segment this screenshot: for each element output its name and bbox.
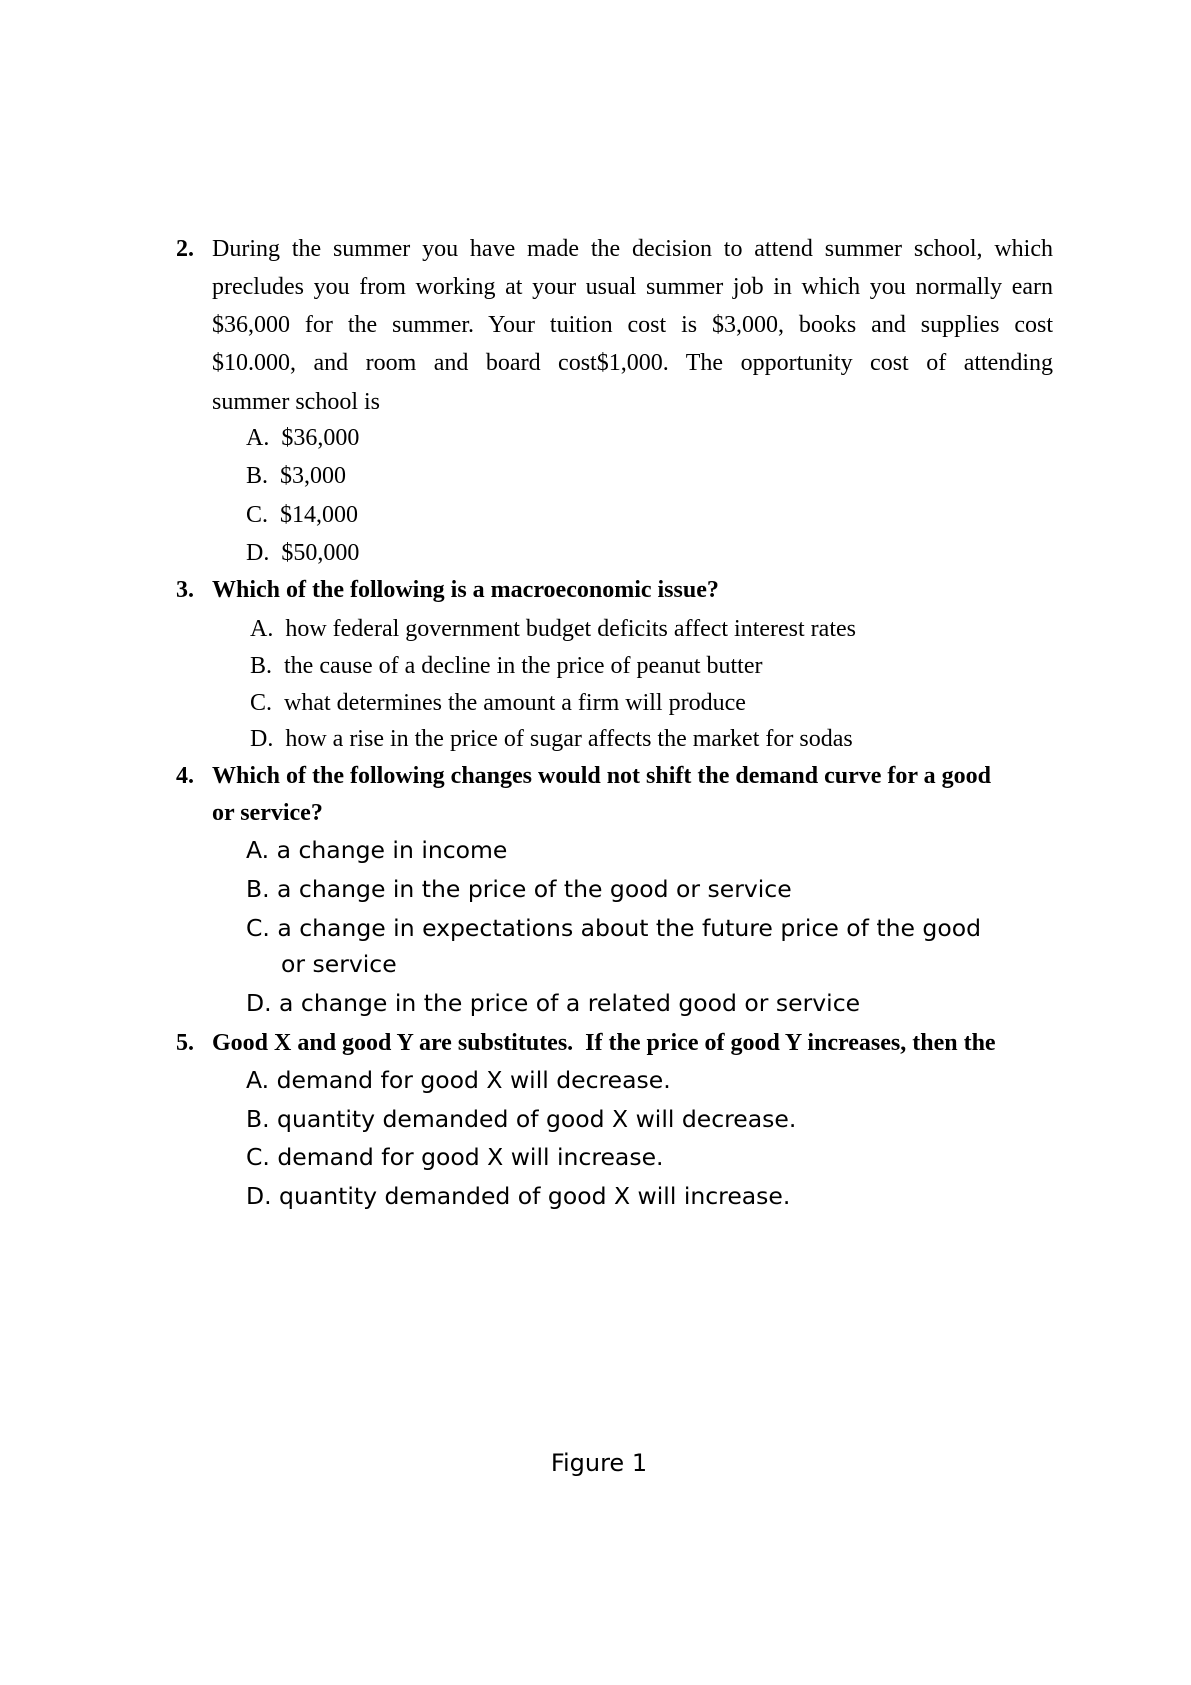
answer-option-a: A. $36,000 bbox=[246, 425, 360, 451]
question-number: 2. bbox=[176, 236, 194, 262]
answer-option-b: B. the cause of a decline in the price of peanut butter bbox=[250, 653, 763, 679]
question-text-line: Which of the following changes would not shift the demand curve for a good bbox=[212, 763, 991, 789]
question-number: 3. bbox=[176, 577, 194, 603]
answer-option-d: D. a change in the price of a related good or service bbox=[246, 989, 861, 1017]
answer-option-b: B. a change in the price of the good or service bbox=[246, 875, 792, 903]
figure-caption: Figure 1 bbox=[550, 1449, 648, 1477]
answer-option-b: B. quantity demanded of good X will decrease. bbox=[246, 1105, 797, 1133]
question-text-line: $10.000, and room and board cost$1,000. The opportunity cost of attending bbox=[212, 350, 1053, 376]
answer-option-d: D. quantity demanded of good X will increase. bbox=[246, 1182, 791, 1210]
answer-option-c: C. what determines the amount a firm will produce bbox=[250, 690, 746, 716]
answer-option-c: C. a change in expectations about the future price of the good bbox=[246, 914, 982, 942]
answer-option-b: B. $3,000 bbox=[246, 463, 347, 489]
answer-option-d: D. how a rise in the price of sugar affects the market for sodas bbox=[250, 726, 853, 752]
question-text-line: or service? bbox=[212, 800, 323, 826]
answer-option-a: A. how federal government budget deficits affect interest rates bbox=[250, 616, 856, 642]
answer-option-a: A. demand for good X will decrease. bbox=[246, 1066, 671, 1094]
answer-option-c-continued: or service bbox=[281, 950, 397, 978]
question-number: 4. bbox=[176, 763, 194, 789]
answer-option-d: D. $50,000 bbox=[246, 540, 360, 566]
question-text-line: $36,000 for the summer. Your tuition cost is $3,000, books and supplies cost bbox=[212, 312, 1053, 338]
answer-option-c: C. $14,000 bbox=[246, 502, 359, 528]
question-number: 5. bbox=[176, 1030, 194, 1056]
question-text-line: Good X and good Y are substitutes. If the price of good Y increases, then the bbox=[212, 1030, 996, 1056]
question-text-line: During the summer you have made the decision to attend summer school, which bbox=[212, 236, 1053, 262]
answer-option-c: C. demand for good X will increase. bbox=[246, 1143, 664, 1171]
answer-option-a: A. a change in income bbox=[246, 836, 508, 864]
question-text-line: precludes you from working at your usual summer job in which you normally earn bbox=[212, 274, 1053, 300]
question-text-line: summer school is bbox=[212, 389, 380, 415]
question-text-line: Which of the following is a macroeconomic issue? bbox=[212, 577, 719, 603]
